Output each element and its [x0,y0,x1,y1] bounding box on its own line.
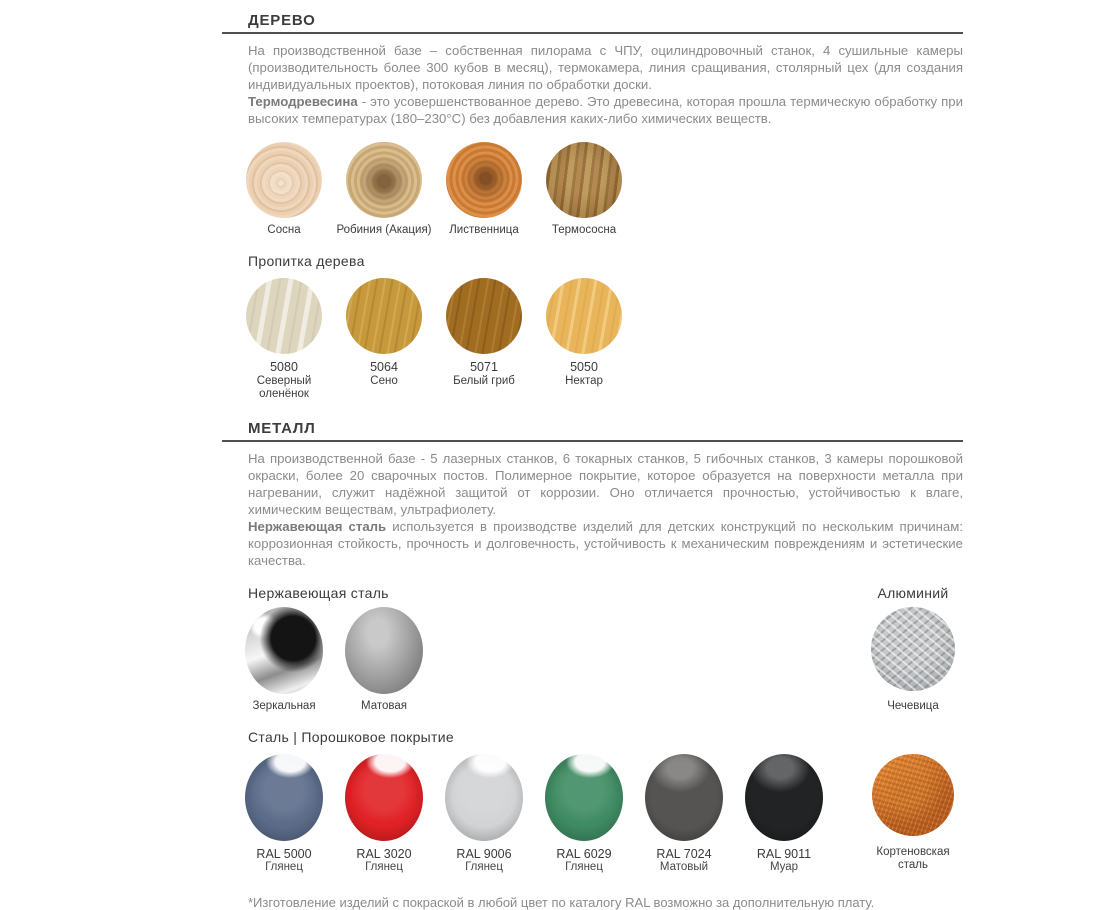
powder-swatch-ral9011 [734,754,834,874]
swatch-code: RAL 3020 [356,847,412,861]
impregnation-color-circle [346,278,422,354]
wood-swatch-thermopine [534,142,634,237]
stainless-term: Нержавеющая сталь [248,519,387,534]
content-column [222,0,963,910]
powder-swatch-ral5000 [234,754,334,874]
stainless-swatch-matte [334,607,434,713]
wood-swatch-pine [234,142,334,237]
swatch-code: RAL 7024 [656,847,712,861]
wood-intro [248,42,963,127]
metal-intro [248,450,963,569]
stainless-title: Нержавеющая сталь [248,585,389,601]
swatch-code: RAL 5000 [256,847,312,861]
swatch-finish: Матовый [659,861,709,873]
swatch-label: Лиственница [449,224,519,236]
checker-plate-aluminum-image [871,607,955,691]
matte-steel-sphere-image [345,607,423,694]
aluminum-title: Алюминий [877,585,949,601]
thermopine-grain-image [546,142,622,218]
swatch-code: RAL 9006 [456,847,512,861]
wood-section-divider [222,32,963,34]
powder-swatch-ral6029 [534,754,634,874]
wood-section-title: ДЕРЕВО [248,12,316,29]
swatch-label: Робиния (Акация) [336,224,432,236]
powder-swatch-ral7024 [634,754,734,874]
swatch-finish: Глянец [465,861,503,873]
swatch-code: 5064 [370,360,398,374]
robinia-cross-section-image [346,142,422,218]
thermowood-text: - это усовершенствованное дерево. Это древесина, которая прошла термическую обработку при высоких температурах (180–230°С) без добавления каких-либо химических веществ. [248,94,963,126]
metal-intro-paragraph: На производственной базе - 5 лазерных станков, 6 токарных станков, 5 гибочных станков, 3 камеры порошковой окраски, более 20 сварочных постов. Полимерное покрытие, которое образуется на поверхности металла при нагревании, служит надёжной защитой от коррозии. Оно отличается прочностью, устойчивостью к влаге, химическим веществам, ультрафиолету. [248,451,963,517]
swatch-name: Сено [370,375,398,387]
impregnation-color-circle [546,278,622,354]
ral9006-sphere [445,754,523,841]
wood-species-row [222,142,963,237]
impregnation-swatch-5050 [534,278,634,401]
larch-cross-section-image [446,142,522,218]
metal-section-divider [222,440,963,442]
impregnation-color-circle [246,278,322,354]
stainless-paragraph [248,518,963,569]
impregnation-swatch-5064 [334,278,434,401]
pine-cross-section-image [246,142,322,218]
swatch-name: Белый гриб [453,375,515,387]
metal-section-title: МЕТАЛЛ [248,420,316,437]
ral-footnote: *Изготовление изделий с покраской в любой цвет по каталогу RAL возможно за дополнительную плату. [248,895,875,910]
swatch-name: Северный оленёнок [256,375,312,400]
impregnation-row [222,278,963,401]
swatch-label: Термососна [551,224,617,236]
stainless-aluminum-block [222,585,963,713]
aluminum-group [863,585,963,713]
impregnation-color-circle [446,278,522,354]
powder-coating-title: Сталь | Порошковое покрытие [248,729,454,745]
swatch-finish: Глянец [565,861,603,873]
impregnation-swatch-5071 [434,278,534,401]
thermowood-term: Термодревесина [248,94,358,109]
swatch-finish: Глянец [265,861,303,873]
stainless-swatch-mirror [234,607,334,713]
ral6029-sphere [545,754,623,841]
powder-swatch-ral9006 [434,754,534,874]
wood-intro-paragraph: На производственной базе – собственная пилорама с ЧПУ, оцилиндровочный станок, 4 сушильные камеры (производительность более 300 кубов в месяц), термокамера, линия сращивания, столярный цех (для создания индивидуальных проектов), потоковая линия по обработки доски. [248,43,963,92]
swatch-finish: Глянец [365,861,403,873]
swatch-label: Сосна [267,224,301,236]
mirror-steel-sphere-image [245,607,323,694]
wood-swatch-robinia [334,142,434,237]
stainless-row [222,607,434,713]
swatch-code: RAL 6029 [556,847,612,861]
impregnation-swatch-5080 [234,278,334,401]
swatch-code: 5071 [470,360,498,374]
swatch-name: Нектар [565,375,603,387]
swatch-code: RAL 9011 [756,847,812,861]
stainless-text: используется в производстве изделий для детских конструкций по нескольким причинам: коррозионная стойкость, прочность и долговечность, устойчивость к механическим повреждениям и эстетические качества. [248,519,963,568]
ral5000-sphere [245,754,323,841]
thermowood-paragraph [248,93,963,127]
corten-steel-image [872,754,954,836]
ral3020-sphere [345,754,423,841]
swatch-label: Кортеновская сталь [876,846,950,871]
stainless-group [222,585,434,713]
corten-steel-swatch [863,754,963,874]
powder-swatch-ral3020 [334,754,434,874]
swatch-label: Зеркальная [252,700,316,712]
wood-swatch-larch [434,142,534,237]
swatch-label: Чечевица [887,700,939,712]
ral9011-sphere [745,754,823,841]
swatch-label: Матовая [361,700,407,712]
ral7024-sphere [645,754,723,841]
powder-coating-row [222,754,963,874]
swatch-finish: Муар [769,861,799,873]
impregnation-title: Пропитка дерева [248,253,365,269]
swatch-code: 5050 [570,360,598,374]
swatch-code: 5080 [270,360,298,374]
